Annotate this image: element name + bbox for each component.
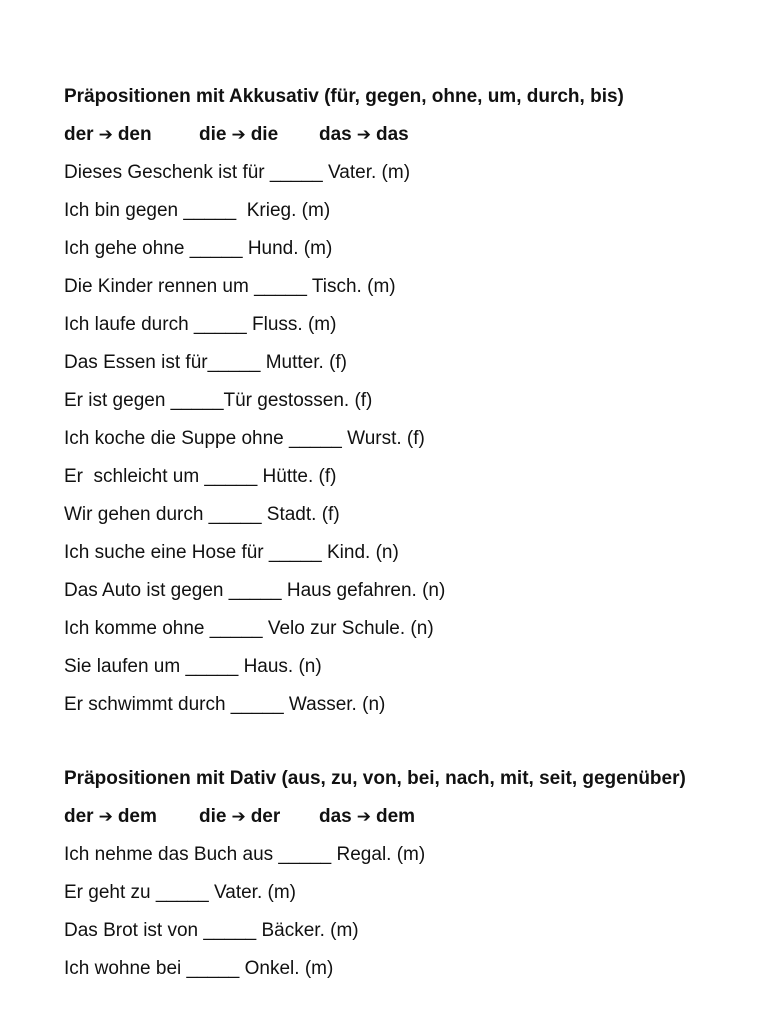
article-pair-masculine bbox=[64, 116, 199, 154]
exercise-sentence: Die Kinder rennen um _____ Tisch. (m) bbox=[64, 276, 396, 297]
exercise-sentence: Ich koche die Suppe ohne _____ Wurst. (f) bbox=[64, 428, 425, 449]
exercise-sentence: Ich gehe ohne _____ Hund. (m) bbox=[64, 238, 333, 259]
exercise-sentence: Ich wohne bei _____ Onkel. (m) bbox=[64, 958, 334, 979]
article-from: das bbox=[319, 124, 352, 145]
article-from: die bbox=[199, 124, 227, 145]
dativ-section bbox=[64, 760, 754, 988]
exercise-sentence: Das Essen ist für_____ Mutter. (f) bbox=[64, 352, 348, 373]
right-arrow-icon: ➔ bbox=[231, 807, 246, 826]
article-to: den bbox=[117, 124, 152, 145]
article-from: die bbox=[199, 806, 227, 827]
article-pair-feminine bbox=[199, 116, 319, 154]
article-pair-neuter bbox=[319, 798, 415, 836]
exercise-sentence: Das Auto ist gegen _____ Haus gefahren. (n) bbox=[64, 580, 446, 601]
article-from: das bbox=[319, 806, 352, 827]
article-to: der bbox=[250, 806, 281, 827]
right-arrow-icon: ➔ bbox=[98, 807, 113, 826]
article-to: dem bbox=[117, 806, 157, 827]
exercise-sentence: Ich bin gegen _____ Krieg. (m) bbox=[64, 200, 331, 221]
right-arrow-icon: ➔ bbox=[356, 807, 371, 826]
dativ-heading: Präpositionen mit Dativ (aus, zu, von, bei, nach, mit, seit, gegenüber) bbox=[64, 768, 686, 789]
article-to: das bbox=[376, 124, 409, 145]
worksheet-page bbox=[64, 0, 754, 1024]
exercise-sentence: Ich komme ohne _____ Velo zur Schule. (n) bbox=[64, 618, 434, 639]
article-from: der bbox=[64, 124, 94, 145]
exercise-sentence: Das Brot ist von _____ Bäcker. (m) bbox=[64, 920, 359, 941]
exercise-sentence: Sie laufen um _____ Haus. (n) bbox=[64, 656, 322, 677]
right-arrow-icon: ➔ bbox=[356, 125, 371, 144]
right-arrow-icon: ➔ bbox=[231, 125, 246, 144]
exercise-sentence: Ich nehme das Buch aus _____ Regal. (m) bbox=[64, 844, 426, 865]
article-pair-feminine bbox=[199, 798, 319, 836]
exercise-sentence: Dieses Geschenk ist für _____ Vater. (m) bbox=[64, 162, 411, 183]
article-from: der bbox=[64, 806, 94, 827]
exercise-sentence: Wir gehen durch _____ Stadt. (f) bbox=[64, 504, 340, 525]
exercise-sentence: Er schwimmt durch _____ Wasser. (n) bbox=[64, 694, 386, 715]
dativ-article-row bbox=[64, 798, 754, 836]
exercise-sentence: Ich laufe durch _____ Fluss. (m) bbox=[64, 314, 337, 335]
exercise-sentence: Ich suche eine Hose für _____ Kind. (n) bbox=[64, 542, 399, 563]
akkusativ-section bbox=[64, 78, 754, 724]
exercise-sentence: Er geht zu _____ Vater. (m) bbox=[64, 882, 296, 903]
article-pair-masculine bbox=[64, 798, 199, 836]
article-to: dem bbox=[376, 806, 416, 827]
akkusativ-heading: Präpositionen mit Akkusativ (für, gegen, ohne, um, durch, bis) bbox=[64, 86, 624, 107]
article-pair-neuter bbox=[319, 116, 409, 154]
right-arrow-icon: ➔ bbox=[98, 125, 113, 144]
exercise-sentence: Er ist gegen _____Tür gestossen. (f) bbox=[64, 390, 373, 411]
akkusativ-article-row bbox=[64, 116, 754, 154]
exercise-sentence: Er schleicht um _____ Hütte. (f) bbox=[64, 466, 337, 487]
article-to: die bbox=[250, 124, 279, 145]
